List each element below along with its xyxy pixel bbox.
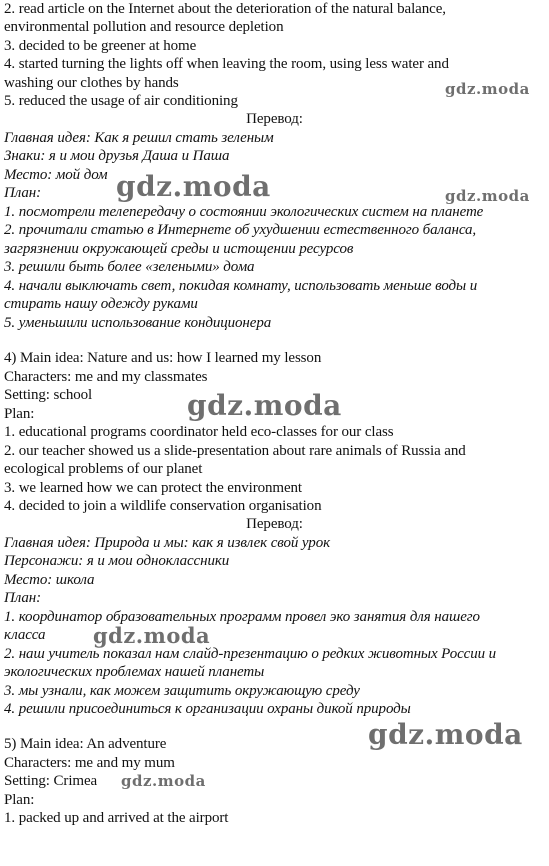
- s3-ru-plan-item-2-line-2: загрязнении окружающей среды и истощении ресурсов: [4, 241, 354, 257]
- s3-ru-plan-heading: План:: [4, 185, 41, 201]
- s3-plan-item-2-line-2: environmental pollution and resource depletion: [4, 19, 284, 35]
- s4-plan-item-2-line-2: ecological problems of our planet: [4, 461, 203, 477]
- watermark: gdz.moda: [121, 772, 206, 790]
- s5-main-idea: 5) Main idea: An adventure: [4, 736, 167, 752]
- s3-ru-plan-item-4-line-1: 4. начали выключать свет, покидая комнату, использовать меньше воды и: [4, 278, 478, 294]
- s3-ru-plan-item-4-line-2: стирать нашу одежду руками: [4, 296, 198, 312]
- s4-ru-plan-heading: План:: [4, 590, 41, 606]
- s3-plan-item-2-line-1: 2. read article on the Internet about the deterioration of the natural balance,: [4, 1, 446, 17]
- s4-ru-plan-item-3: 3. мы узнали, как можем защитить окружающую среду: [4, 683, 360, 699]
- s4-plan-heading: Plan:: [4, 406, 35, 422]
- s5-plan-item-1: 1. packed up and arrived at the airport: [4, 810, 229, 826]
- s3-ru-setting: Место: мой дом: [4, 167, 108, 183]
- s3-ru-plan-item-3: 3. решили быть более «зелеными» дома: [4, 259, 255, 275]
- s5-plan-heading: Plan:: [4, 792, 35, 808]
- watermark: gdz.moda: [187, 389, 342, 422]
- s3-plan-item-5: 5. reduced the usage of air conditioning: [4, 93, 238, 109]
- watermark: gdz.moda: [93, 623, 211, 648]
- s3-ru-characters: Знаки: я и мои друзья Даша и Паша: [4, 148, 230, 164]
- s3-ru-plan-item-2-line-1: 2. прочитали статью в Интернете об ухудшении естественного баланса,: [4, 222, 477, 238]
- watermark: gdz.moda: [445, 187, 530, 205]
- s4-plan-item-2-line-1: 2. our teacher showed us a slide-presentation about rare animals of Russia and: [4, 443, 466, 459]
- s4-setting: Setting: school: [4, 387, 93, 403]
- watermark: gdz.moda: [445, 80, 530, 98]
- s4-ru-main-idea: Главная идея: Природа и мы: как я извлек свой урок: [4, 535, 331, 551]
- s5-setting: Setting: Crimea: [4, 773, 98, 789]
- s4-ru-characters: Персонажи: я и мои одноклассники: [4, 553, 230, 569]
- s4-plan-item-3: 3. we learned how we can protect the environment: [4, 480, 302, 496]
- s3-ru-main-idea: Главная идея: Как я решил стать зеленым: [4, 130, 274, 146]
- s4-plan-item-1: 1. educational programs coordinator held eco-classes for our class: [4, 424, 394, 440]
- s4-ru-plan-item-1-line-1: 1. координатор образовательных программ провел эко занятия для нашего: [4, 609, 480, 625]
- s5-characters: Characters: me and my mum: [4, 755, 175, 771]
- s4-ru-plan-item-1-line-2: класса: [4, 627, 46, 643]
- s3-plan-item-3: 3. decided to be greener at home: [4, 38, 197, 54]
- watermark: gdz.moda: [116, 170, 271, 203]
- s3-ru-plan-item-1: 1. посмотрели телепередачу о состоянии экологических систем на планете: [4, 204, 484, 220]
- s4-ru-plan-item-4: 4. решили присоединиться к организации охраны дикой природы: [4, 701, 411, 717]
- s4-characters: Characters: me and my classmates: [4, 369, 208, 385]
- s3-ru-plan-item-5: 5. уменьшили использование кондиционера: [4, 315, 272, 331]
- s3-plan-item-4-line-2: washing our clothes by hands: [4, 75, 179, 91]
- s3-plan-item-4-line-1: 4. started turning the lights off when leaving the room, using less water and: [4, 56, 449, 72]
- s3-translation-heading: Перевод:: [246, 111, 303, 127]
- s4-plan-item-4: 4. decided to join a wildlife conservation organisation: [4, 498, 322, 514]
- s4-translation-heading: Перевод:: [246, 516, 303, 532]
- s4-ru-plan-item-2-line-1: 2. наш учитель показал нам слайд-презентацию о редких животных России и: [4, 646, 497, 662]
- watermark: gdz.moda: [368, 718, 523, 751]
- s4-ru-plan-item-2-line-2: экологических проблемах нашей планеты: [4, 664, 265, 680]
- s4-main-idea: 4) Main idea: Nature and us: how I learned my lesson: [4, 350, 322, 366]
- s4-ru-setting: Место: школа: [4, 572, 95, 588]
